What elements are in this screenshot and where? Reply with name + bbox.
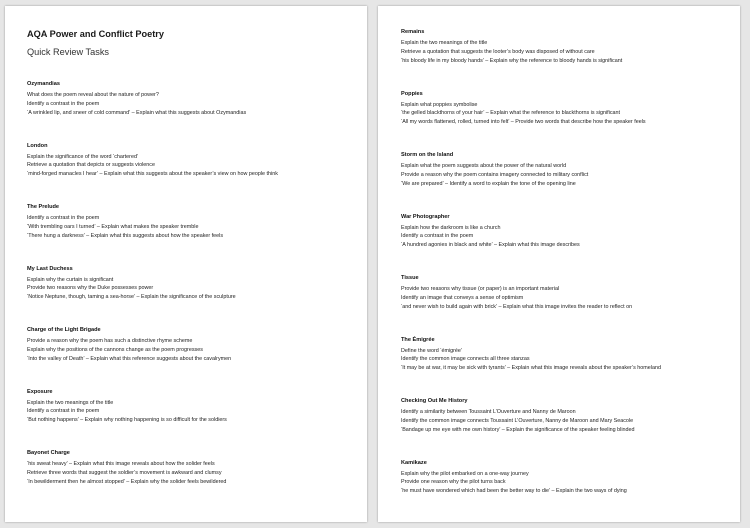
section-kamikaze	[401, 459, 732, 521]
document-page-right	[378, 6, 740, 522]
right-sections	[401, 28, 732, 520]
section-title: My Last Duchess	[27, 265, 73, 272]
section-charge-of-the-light-brigade	[27, 326, 359, 388]
document-title: AQA Power and Conflict Poetry	[27, 29, 164, 39]
task-item: Explain what poppies symbolise	[401, 101, 478, 108]
task-item: Identify an image that conveys a sense of optimism	[401, 294, 524, 301]
task-item: Explain the significance of the word ‘chartered’	[27, 153, 139, 160]
task-item: ‘his sweat heavy’ – Explain what this image reveals about how the solider feels	[27, 461, 215, 467]
section-remains	[401, 28, 732, 90]
task-item: Explain why the pilot embarked on a one-way journey	[401, 470, 529, 477]
task-item: ‘A wrinkled lip, and sneer of cold command’ – Explain what this suggests about Ozymandias	[27, 109, 247, 116]
task-item: Explain how the darkroom is like a church	[401, 224, 501, 231]
task-item: Identify the common image connects Toussaint L’Ouverture, Nanny de Maroon and Mary Seacole	[401, 417, 634, 424]
task-item: Retrieve a quotation that depicts or suggests violence	[27, 162, 155, 169]
section-poppies	[401, 90, 732, 152]
section-title: London	[27, 142, 48, 149]
section-title: The Prelude	[27, 204, 60, 210]
section-exposure	[27, 388, 359, 450]
task-item: Identify a contrast in the poem	[401, 233, 474, 240]
section-my-last-duchess	[27, 265, 359, 327]
task-item: ‘We are prepared’ – Identify a word to explain the tone of the opening line	[401, 180, 576, 187]
task-item: Explain the two meanings of the title	[27, 399, 114, 406]
task-item: Retrieve three words that suggest the soldier’s movement is awkward and clumsy	[27, 469, 222, 476]
task-item: Explain the two meanings of the title	[401, 40, 488, 46]
section-title: Remains	[401, 29, 425, 35]
section-title: Checking Out Me History	[401, 398, 468, 404]
section-tissue	[401, 274, 732, 336]
section-ozymandias	[27, 80, 359, 142]
task-item: ‘Bandage up me eye with me own history’ – Explain the significance of the speaker feeling blinded	[401, 426, 635, 433]
task-item: ‘Into the valley of Death’ – Explain what this reference suggests about the cavalrymen	[27, 355, 232, 362]
section-title: Charge of the Light Brigade	[27, 327, 101, 333]
task-item: Provide two reasons why the Duke possesses power	[27, 285, 154, 292]
document-subtitle: Quick Review Tasks	[27, 47, 110, 57]
task-item: Explain why the positions of the cannons change as the poem progresses	[27, 346, 203, 353]
task-item: Explain what the poem suggests about the power of the natural world	[401, 163, 567, 169]
left-sections	[27, 80, 359, 511]
task-item: ‘It may be at war, it may be sick with tyrants’ – Explain what this image reveals about the speaker’s homeland	[401, 365, 661, 372]
section-war-photographer	[401, 213, 732, 275]
section-title: The Émigrée	[401, 336, 435, 343]
section-title: War Photographer	[401, 213, 450, 220]
task-item: Identify the common image connects all three stanzas	[401, 356, 530, 363]
section-title: Kamikaze	[401, 459, 427, 466]
task-item: ‘his bloody life in my bloody hands’ – Explain why the reference to bloody hands is significant	[401, 57, 623, 64]
task-item: Explain why the curtain is significant	[27, 276, 114, 283]
section-title: Exposure	[27, 388, 53, 395]
document-page-left	[5, 6, 367, 522]
section-title: Ozymandias	[27, 81, 60, 87]
task-item: ‘All my words flattened, rolled, turned into felt’ – Provide two words that describe how the speaker feels	[401, 119, 646, 126]
task-item: Provide a reason why the poem contains imagery connected to military conflict	[401, 171, 589, 178]
task-item: Provide one reason why the pilot turns back	[401, 479, 506, 486]
section-bayonet-charge	[27, 449, 359, 511]
task-item: ‘mind-forged manacles I hear’ – Explain what this suggests about the speaker’s view on how people think	[27, 171, 278, 178]
task-item: Retrieve a quotation that suggests the looter’s body was disposed of without care	[401, 48, 595, 55]
task-item: Identify a contrast in the poem	[27, 408, 100, 415]
task-item: ‘the gelled blackthorns of your hair’ – Explain what the reference to blackthorns is significant	[401, 110, 621, 117]
task-item: What does the poem reveal about the nature of power?	[27, 92, 159, 98]
task-item: Provide a reason why the poem has such a distinctive rhyme scheme	[27, 338, 193, 344]
task-item: Provide two reasons why tissue (or paper) is an important material	[401, 286, 560, 292]
task-item: Define the word ‘émigrée’	[401, 347, 463, 354]
task-item: ‘Notice Neptune, though, taming a sea-horse’ – Explain the significance of the sculpture	[27, 294, 236, 301]
task-item: ‘he must have wondered which had been the better way to die’ – Explain the two ways of dying	[401, 488, 627, 495]
section-london	[27, 142, 359, 204]
section-title: Storm on the Island	[401, 152, 454, 158]
task-item: Identify a contrast in the poem	[27, 100, 100, 107]
section-the-emigree	[401, 336, 732, 398]
task-item: ‘But nothing happens’ – Explain why nothing happening is so difficult for the soldiers	[27, 417, 227, 424]
task-item: Identify a similarity between Toussaint L’Ouverture and Nanny de Maroon	[401, 409, 576, 415]
section-checking-out-me-history	[401, 397, 732, 459]
section-title: Poppies	[401, 90, 423, 97]
task-item: ‘With trembling oars I turned’ – Explain what makes the speaker tremble	[27, 223, 199, 230]
task-item: ‘and never wish to build again with brick’ – Explain what this image invites the reader to reflect on	[401, 303, 633, 310]
task-item: ‘There hung a darkness’ – Explain what this suggests about how the speaker feels	[27, 232, 224, 239]
section-the-prelude	[27, 203, 359, 265]
section-title: Bayonet Charge	[27, 450, 70, 456]
section-storm-on-the-island	[401, 151, 732, 213]
task-item: Identify a contrast in the poem	[27, 215, 100, 221]
task-item: ‘In bewilderment then he almost stopped’ – Explain why the solider feels bewildered	[27, 478, 227, 485]
section-title: Tissue	[401, 275, 419, 281]
task-item: ‘A hundred agonies in black and white’ – Explain what this image describes	[401, 242, 580, 249]
